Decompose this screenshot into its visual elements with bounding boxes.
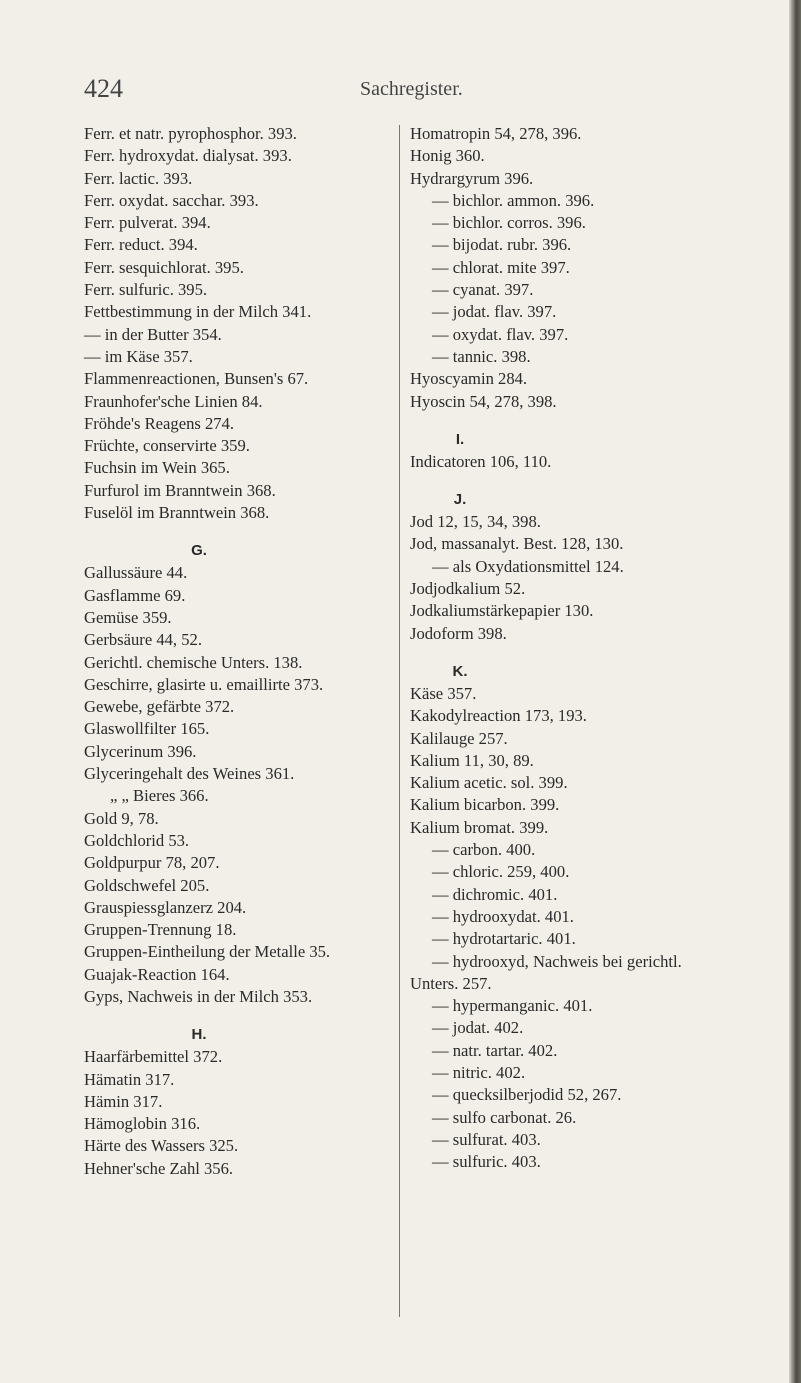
index-entry: Fraunhofer'sche Linien 84. xyxy=(84,391,263,411)
index-entry: Ferr. reduct. 394. xyxy=(84,235,198,255)
index-subentry: — bichlor. ammon. 396. xyxy=(432,190,595,210)
index-entry: Indicatoren 106, 110. xyxy=(410,451,552,471)
index-entry: Homatropin 54, 278, 396. xyxy=(410,124,582,143)
index-subentry: — sulfo carbonat. 26. xyxy=(432,1107,577,1127)
index-entry: Gallussäure 44. xyxy=(84,563,188,583)
index-subentry: — cyanat. 397. xyxy=(432,280,534,300)
index-subentry: — bijodat. rubr. 396. xyxy=(432,235,572,255)
index-entry: Goldschwefel 205. xyxy=(84,875,210,895)
index-subentry: — sulfurat. 403. xyxy=(432,1129,541,1149)
index-subentry: — carbon. 400. xyxy=(432,840,536,860)
index-entry: Unters. 257. xyxy=(410,973,492,993)
index-entry: Haarfärbemittel 372. xyxy=(84,1047,223,1067)
index-subentry: — chloric. 259, 400. xyxy=(432,862,570,882)
index-entry: Gemüse 359. xyxy=(84,607,172,627)
index-entry: Hyoscyamin 284. xyxy=(410,369,528,389)
index-entry: Kalium acetic. sol. 399. xyxy=(410,773,568,793)
index-entry: Hydrargyrum 396. xyxy=(410,168,534,188)
index-entry: Gewebe, gefärbte 372. xyxy=(84,697,235,717)
index-subentry: — jodat. flav. 397. xyxy=(432,302,557,322)
index-subentry: — als Oxydationsmittel 124. xyxy=(432,556,624,576)
index-subentry: — natr. tartar. 402. xyxy=(432,1040,558,1060)
index-entry: — im Käse 357. xyxy=(84,346,193,366)
index-entry: — in der Butter 354. xyxy=(84,324,222,344)
index-entry: Ferr. et natr. pyrophosphor. 393. xyxy=(84,124,297,143)
index-entry: Gasflamme 69. xyxy=(84,585,186,605)
index-entry: Jodjodkalium 52. xyxy=(410,579,526,599)
index-entry: Fuselöl im Branntwein 368. xyxy=(84,503,270,523)
index-entry: Hämatin 317. xyxy=(84,1069,175,1089)
index-entry: Honig 360. xyxy=(410,146,485,166)
index-subentry: — tannic. 398. xyxy=(432,346,531,366)
index-column-left xyxy=(84,123,396,1180)
column-divider xyxy=(399,125,400,1317)
section-letter: H. xyxy=(191,1026,207,1044)
index-subentry: — bichlor. corros. 396. xyxy=(432,213,586,233)
index-entry: Fröhde's Reagens 274. xyxy=(84,413,235,433)
index-entry: Kalium bromat. 399. xyxy=(410,817,549,837)
index-entry: Gruppen-Eintheilung der Metalle 35. xyxy=(84,942,331,962)
section-letter: K. xyxy=(452,662,468,680)
index-entry: Ferr. oxydat. sacchar. 393. xyxy=(84,190,259,210)
index-entry: Hämin 317. xyxy=(84,1091,163,1111)
index-entry: Glycerinum 396. xyxy=(84,741,197,761)
index-entry: Jod, massanalyt. Best. 128, 130. xyxy=(410,534,624,554)
index-entry: Geschirre, glasirte u. emaillirte 373. xyxy=(84,674,324,694)
index-subentry: — hydrooxyd, Nachweis bei gerichtl. xyxy=(432,951,682,971)
index-subentry: — hydrooxydat. 401. xyxy=(432,906,574,926)
index-subentry: — sulfuric. 403. xyxy=(432,1152,541,1172)
index-entry: Gyps, Nachweis in der Milch 353. xyxy=(84,986,313,1006)
section-letter: I. xyxy=(455,430,465,448)
index-entry: Furfurol im Branntwein 368. xyxy=(84,480,276,500)
index-entry: Ferr. pulverat. 394. xyxy=(84,213,211,233)
index-entry: Hehner'sche Zahl 356. xyxy=(84,1158,234,1178)
index-entry: Gruppen-Trennung 18. xyxy=(84,920,237,940)
index-entry: Jodoform 398. xyxy=(410,623,507,643)
index-subentry: — jodat. 402. xyxy=(432,1018,524,1038)
index-entry: Guajak-Reaction 164. xyxy=(84,964,230,984)
index-subentry: — dichromic. 401. xyxy=(432,884,558,904)
index-entry: Ferr. lactic. 393. xyxy=(84,168,193,188)
index-entry: Kakodylreaction 173, 193. xyxy=(410,706,587,726)
page-edge-shadow xyxy=(789,0,801,1383)
index-subentry: „ „ Bieres 366. xyxy=(110,786,209,806)
index-subentry: — oxydat. flav. 397. xyxy=(432,324,569,344)
index-entry: Hämoglobin 316. xyxy=(84,1114,201,1134)
index-subentry: — nitric. 402. xyxy=(432,1062,526,1082)
index-subentry: — hydrotartaric. 401. xyxy=(432,929,576,949)
index-entry: Goldchlorid 53. xyxy=(84,830,190,850)
index-entry: Käse 357. xyxy=(410,683,477,703)
running-head: Sachregister. xyxy=(360,78,463,100)
index-entry: Glaswollfilter 165. xyxy=(84,719,210,739)
index-entry: Jodkaliumstärkepapier 130. xyxy=(410,601,594,621)
index-entry: Härte des Wassers 325. xyxy=(84,1136,239,1156)
index-entry: Flammenreactionen, Bunsen's 67. xyxy=(84,369,309,389)
index-entry: Goldpurpur 78, 207. xyxy=(84,853,220,873)
index-entry: Hyoscin 54, 278, 398. xyxy=(410,391,557,411)
page-number: 424 xyxy=(84,74,123,103)
index-entry: Ferr. sulfuric. 395. xyxy=(84,280,208,300)
index-entry: Fettbestimmung in der Milch 341. xyxy=(84,302,312,322)
index-subentry: — chlorat. mite 397. xyxy=(432,257,570,277)
index-entry: Gerichtl. chemische Unters. 138. xyxy=(84,652,303,672)
index-entry: Kalium bicarbon. 399. xyxy=(410,795,560,815)
index-entry: Gold 9, 78. xyxy=(84,808,159,828)
index-column-right xyxy=(410,123,790,1173)
index-entry: Jod 12, 15, 34, 398. xyxy=(410,512,541,532)
index-entry: Kalilauge 257. xyxy=(410,728,508,748)
index-subentry: — quecksilberjodid 52, 267. xyxy=(432,1085,622,1105)
index-entry: Kalium 11, 30, 89. xyxy=(410,750,534,770)
index-entry: Ferr. hydroxydat. dialysat. 393. xyxy=(84,146,292,166)
index-subentry: — hypermanganic. 401. xyxy=(432,996,593,1016)
index-entry: Ferr. sesquichlorat. 395. xyxy=(84,257,244,277)
index-entry: Früchte, conservirte 359. xyxy=(84,436,250,456)
section-letter: G. xyxy=(191,542,207,560)
index-entry: Glyceringehalt des Weines 361. xyxy=(84,764,295,784)
index-entry: Grauspiessglanzerz 204. xyxy=(84,897,247,917)
section-letter: J. xyxy=(453,491,467,509)
index-entry: Gerbsäure 44, 52. xyxy=(84,630,202,650)
index-entry: Fuchsin im Wein 365. xyxy=(84,458,230,478)
